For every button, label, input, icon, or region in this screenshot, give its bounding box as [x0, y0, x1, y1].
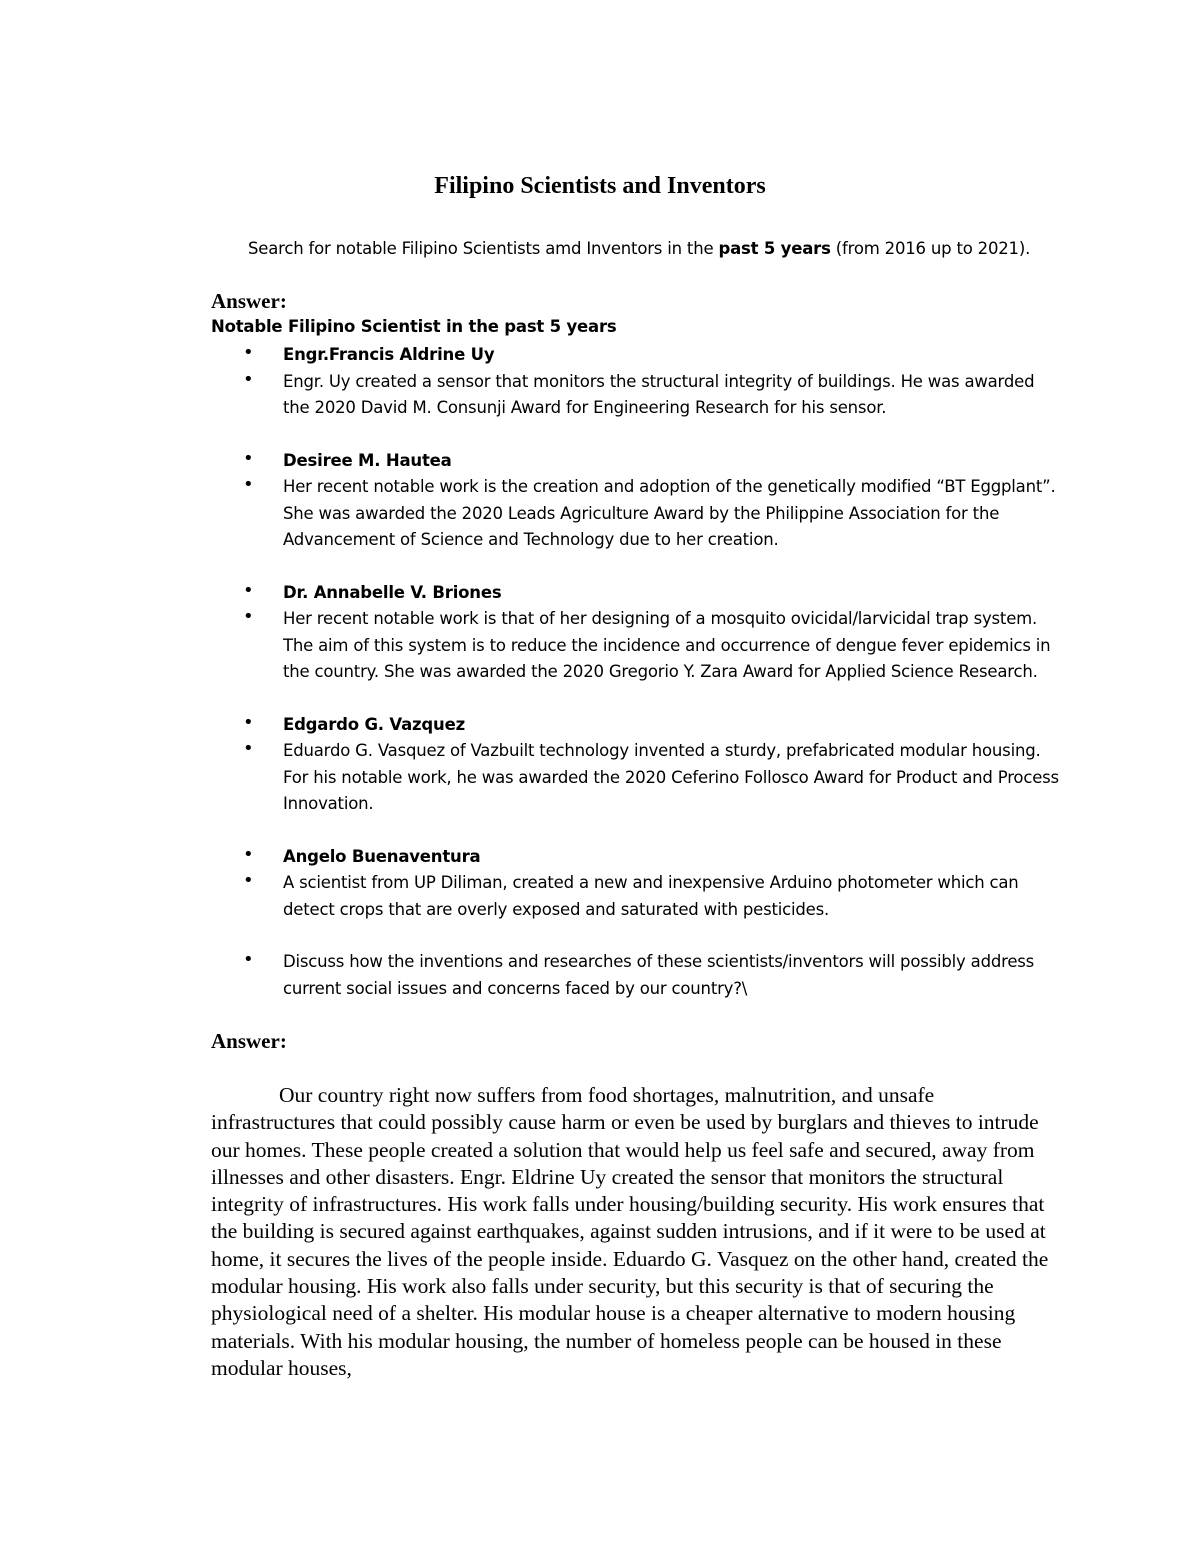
- discussion-question: Discuss how the inventions and researches of these scientists/inventors will possibly address current social issues and concerns faced by our country?\: [283, 952, 1035, 998]
- list-item: [240, 844, 1060, 871]
- list-item: [240, 870, 1060, 923]
- list-item: [240, 580, 1060, 607]
- scientist-description: Engr. Uy created a sensor that monitors the structural integrity of buildings. He was awarded the 2020 David M. Consunji Award for Engineering Research for his sensor.: [283, 371, 1035, 417]
- scientist-description: A scientist from UP Diliman, created a new and inexpensive Arduino photometer which can detect crops that are overly exposed and saturated with pesticides.: [283, 873, 1019, 919]
- scientist-name: Angelo Buenaventura: [283, 846, 481, 866]
- bullet-icon: •: [243, 843, 254, 865]
- scientist-description: Eduardo G. Vasquez of Vazbuilt technology invented a sturdy, prefabricated modular housing. For his notable work, he was awarded the 2020 Ceferino Follosco Award for Product and Process Innovation.: [283, 741, 1059, 813]
- bullet-icon: •: [243, 474, 254, 495]
- scientist-description: Her recent notable work is the creation and adoption of the genetically modified “BT Eggplant”. She was awarded the 2020 Leads Agriculture Award by the Philippine Association for the Advancement of Science and Technology due to her creation.: [283, 477, 1056, 549]
- list-item: [240, 342, 1060, 369]
- bullet-icon: •: [243, 447, 254, 469]
- bullet-icon: •: [243, 606, 254, 627]
- instruction-prefix: Search for notable Filipino Scientists amd Inventors in the: [248, 239, 719, 258]
- scientist-name: Dr. Annabelle V. Briones: [283, 582, 502, 602]
- list-item: [240, 949, 1060, 1002]
- scientist-list: [240, 342, 1060, 1002]
- bullet-icon: •: [243, 738, 254, 759]
- scientist-name: Engr.Francis Aldrine Uy: [283, 345, 495, 364]
- list-item: [240, 606, 1060, 686]
- list-item: [240, 474, 1060, 554]
- bullet-icon: •: [243, 579, 254, 601]
- scientist-name: Edgardo G. Vazquez: [283, 714, 465, 734]
- instruction-text: [248, 236, 1048, 262]
- essay-paragraph: Our country right now suffers from food shortages, malnutrition, and unsafe infrastructures that could possibly cause harm or even be used by burglars and thieves to intrude our homes. These people created a solution that would help us feel safe and secured, away from illnesses and other disasters. Engr. Eldrine Uy created the sensor that monitors the structural integrity of infrastructures. His work falls under housing/building security. His work ensures that the building is secured against earthquakes, against sudden intrusions, and if it were to be used at home, it secures the lives of the people inside. Eduardo G. Vasquez on the other hand, created the modular housing. His work also falls under security, but this security is that of securing the physiological need of a shelter. His modular house is a cheaper alternative to modern housing materials. With his modular housing, the number of homeless people can be housed in these modular houses,: [211, 1083, 1049, 1380]
- section-subheading: Notable Filipino Scientist in the past 5 years: [211, 317, 617, 336]
- instruction-suffix: (from 2016 up to 2021).: [830, 239, 1031, 258]
- bullet-icon: •: [243, 870, 254, 891]
- bullet-icon: •: [243, 342, 254, 363]
- instruction-emphasis: past 5 years: [718, 239, 831, 258]
- bullet-icon: •: [243, 711, 254, 733]
- bullet-icon: •: [243, 949, 254, 970]
- scientist-name: Desiree M. Hautea: [283, 450, 452, 470]
- list-item: [240, 738, 1060, 818]
- answer-label: Answer:: [211, 289, 287, 313]
- scientist-description: Her recent notable work is that of her designing of a mosquito ovicidal/larvicidal trap system. The aim of this system is to reduce the incidence and occurrence of dengue fever epidemics in the country. She was awarded the 2020 Gregorio Y. Zara Award for Applied Science Research.: [283, 609, 1051, 681]
- list-item: [240, 712, 1060, 739]
- document-title: Filipino Scientists and Inventors: [434, 173, 766, 199]
- answer-label: Answer:: [211, 1029, 287, 1053]
- bullet-icon: •: [243, 368, 254, 390]
- list-item: [240, 369, 1060, 422]
- list-item: [240, 448, 1060, 475]
